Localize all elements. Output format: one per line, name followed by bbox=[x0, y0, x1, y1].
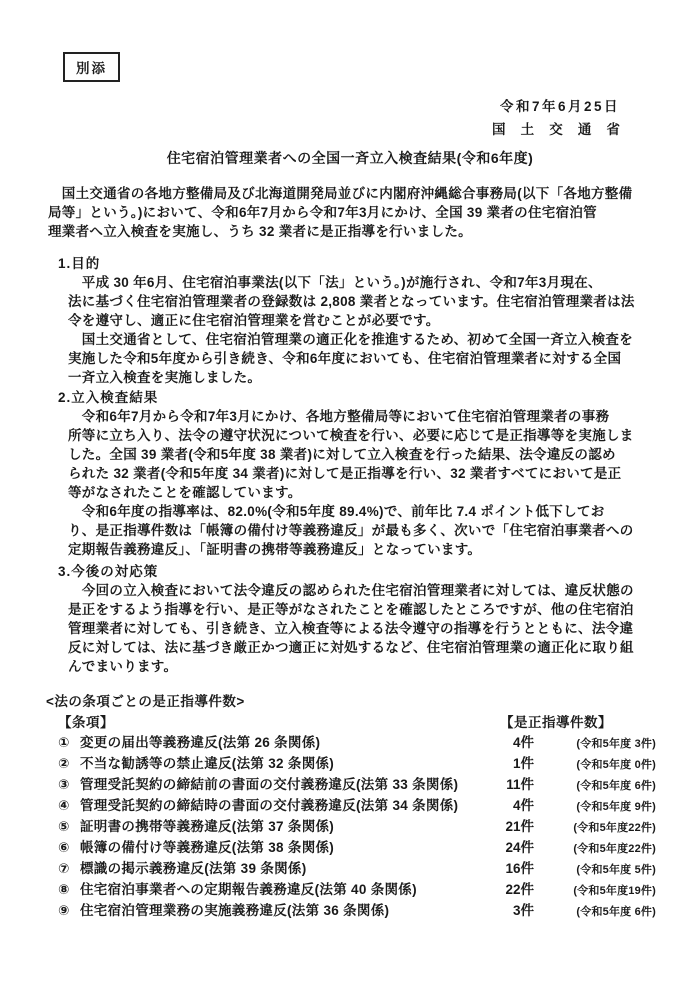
table-header bbox=[46, 713, 656, 733]
paragraph-line: 反に対しては、法に基づき厳正かつ適正に対処するなど、住宅宿泊管理業の適正化に取り組 bbox=[68, 640, 634, 655]
section-body bbox=[68, 273, 635, 387]
table-row bbox=[46, 754, 656, 775]
row-number: ③ bbox=[58, 777, 70, 792]
table-row bbox=[46, 838, 656, 859]
paragraph-line: 令を遵守し、適正に住宅宿泊管理業を営むことが必要です。 bbox=[68, 313, 440, 328]
violation-count: 21件 bbox=[505, 819, 534, 834]
section-heading: 2.立入検査結果 bbox=[58, 390, 159, 405]
violation-label: 管理受託契約の締結時の書面の交付義務違反(法第 34 条関係) bbox=[80, 798, 459, 813]
violation-count-table bbox=[46, 692, 656, 922]
attachment-label: 別添 bbox=[76, 61, 107, 76]
violation-count: 3件 bbox=[512, 903, 534, 918]
row-number: ⑥ bbox=[58, 840, 70, 855]
column-header-count: 【是正指導件数】 bbox=[500, 715, 612, 730]
violation-label: 不当な勧誘等の禁止違反(法第 32 条関係) bbox=[80, 756, 335, 771]
column-header-clause: 【条項】 bbox=[58, 715, 114, 730]
document-date: 令和7年6月25日 bbox=[499, 99, 620, 114]
violation-count: 16件 bbox=[505, 861, 534, 876]
paragraph-line: 国土交通省として、住宅宿泊管理業の適正化を推進するため、初めて全国一斉立入検査を bbox=[68, 332, 633, 347]
paragraph-line: んでまいります。 bbox=[68, 659, 178, 674]
violation-label: 帳簿の備付け等義務違反(法第 38 条関係) bbox=[80, 840, 335, 855]
paragraph-line: 等がなされたことを確認しています。 bbox=[68, 485, 302, 500]
violation-label: 管理受託契約の締結前の書面の交付義務違反(法第 33 条関係) bbox=[80, 777, 459, 792]
table-title: <法の条項ごとの是正指導件数> bbox=[46, 694, 245, 709]
row-number: ⑦ bbox=[58, 861, 70, 876]
section-purpose bbox=[58, 254, 635, 387]
row-number: ⑤ bbox=[58, 819, 70, 834]
previous-year-count: (令和5年度 6件) bbox=[576, 906, 656, 918]
paragraph-line: 一斉立入検査を実施しました。 bbox=[68, 370, 262, 385]
attachment-label-box bbox=[63, 52, 120, 82]
paragraph-line: り、是正指導件数は「帳簿の備付け等義務違反」が最も多く、次いで「住宅宿泊事業者への bbox=[68, 523, 634, 538]
table-row bbox=[46, 817, 656, 838]
row-number: ④ bbox=[58, 798, 70, 813]
violation-count: 24件 bbox=[505, 840, 534, 855]
table-row bbox=[46, 880, 656, 901]
document-title: 住宅宿泊管理業者への全国一斉立入検査結果(令和6年度) bbox=[166, 150, 534, 166]
paragraph-line: 平成 30 年6月、住宅宿泊事業法(以下「法」という。)が施行され、令和7年3月現在、 bbox=[68, 275, 602, 290]
paragraph-line: 局等」という。)において、令和6年7月から令和7年3月にかけ、全国 39 業者の住宅宿泊管 bbox=[48, 205, 597, 220]
previous-year-count: (令和5年度 0件) bbox=[576, 759, 656, 771]
paragraph-line: 管理業者に対しても、引き続き、立入検査等による法令遵守の指導を行うとともに、法令違 bbox=[68, 621, 634, 636]
violation-label: 住宅宿泊事業者への定期報告義務違反(法第 40 条関係) bbox=[80, 882, 417, 897]
row-number: ⑨ bbox=[58, 903, 70, 918]
row-number: ⑧ bbox=[58, 882, 70, 897]
section-body bbox=[68, 581, 634, 676]
previous-year-count: (令和5年度 3件) bbox=[576, 738, 656, 750]
table-row bbox=[46, 859, 656, 880]
previous-year-count: (令和5年度19件) bbox=[573, 885, 656, 897]
paragraph-line: 令和6年7月から令和7年3月にかけ、各地方整備局等において住宅宿泊管理業者の事務 bbox=[68, 409, 610, 424]
section-heading: 1.目的 bbox=[58, 256, 101, 271]
section-heading: 3.今後の対応策 bbox=[58, 564, 159, 579]
violation-count: 4件 bbox=[512, 735, 534, 750]
previous-year-count: (令和5年度22件) bbox=[573, 843, 656, 855]
paragraph-line: られた 32 業者(令和5年度 34 業者)に対して是正指導を行い、32 業者すべてにおいて是正 bbox=[68, 466, 622, 481]
violation-count: 11件 bbox=[506, 777, 534, 792]
previous-year-count: (令和5年度 6件) bbox=[576, 780, 656, 792]
violation-count: 22件 bbox=[505, 882, 534, 897]
violation-count: 4件 bbox=[512, 798, 534, 813]
paragraph-line: 定期報告義務違反」、「証明書の携帯等義務違反」となっています。 bbox=[68, 542, 482, 557]
table-row bbox=[46, 901, 656, 922]
intro-paragraph bbox=[48, 184, 632, 241]
violation-count: 1件 bbox=[512, 756, 534, 771]
violation-label: 標識の掲示義務違反(法第 39 条関係) bbox=[80, 861, 307, 876]
paragraph-line: 令和6年度の指導率は、82.0%(令和5年度 89.4%)で、前年比 7.4 ポイント低下してお bbox=[68, 504, 605, 519]
document-header-right bbox=[492, 95, 620, 138]
paragraph-line: 所等に立ち入り、法令の遵守状況について検査を行い、必要に応じて是正指導等を実施しま bbox=[68, 428, 634, 443]
table-row bbox=[46, 796, 656, 817]
section-inspection-results bbox=[58, 388, 634, 559]
agency-name: 国土交通省 bbox=[492, 122, 620, 137]
violation-label: 証明書の携帯等義務違反(法第 37 条関係) bbox=[80, 819, 335, 834]
violation-label: 住宅宿泊管理業務の実施義務違反(法第 36 条関係) bbox=[80, 903, 390, 918]
paragraph-line: 是正をするよう指導を行い、是正等がなされたことを確認したところですが、他の住宅宿泊 bbox=[68, 602, 634, 617]
table-row bbox=[46, 775, 656, 796]
paragraph-line: 法に基づく住宅宿泊管理業者の登録数は 2,808 業者となっています。住宅宿泊管理業者は法 bbox=[68, 294, 635, 309]
paragraph-line: 実施した令和5年度から引き続き、令和6年度においても、住宅宿泊管理業者に対する全国 bbox=[68, 351, 622, 366]
section-future-measures bbox=[58, 562, 634, 676]
previous-year-count: (令和5年度 9件) bbox=[576, 801, 656, 813]
violation-label: 変更の届出等義務違反(法第 26 条関係) bbox=[80, 735, 321, 750]
table-row bbox=[46, 733, 656, 754]
previous-year-count: (令和5年度 5件) bbox=[576, 864, 656, 876]
paragraph-line: した。全国 39 業者(令和5年度 38 業者)に対して立入検査を行った結果、法令違反の認め bbox=[68, 447, 616, 462]
row-number: ② bbox=[58, 756, 70, 771]
paragraph-line: 今回の立入検査において法令違反の認められた住宅宿泊管理業者に対しては、違反状態の bbox=[68, 583, 634, 598]
paragraph-line: 理業者へ立入検査を実施し、うち 32 業者に是正指導を行いました。 bbox=[48, 224, 472, 239]
paragraph-line: 国土交通省の各地方整備局及び北海道開発局並びに内閣府沖縄総合事務局(以下「各地方整備 bbox=[48, 186, 633, 201]
section-body bbox=[68, 407, 634, 559]
previous-year-count: (令和5年度22件) bbox=[573, 822, 656, 834]
row-number: ① bbox=[58, 735, 70, 750]
